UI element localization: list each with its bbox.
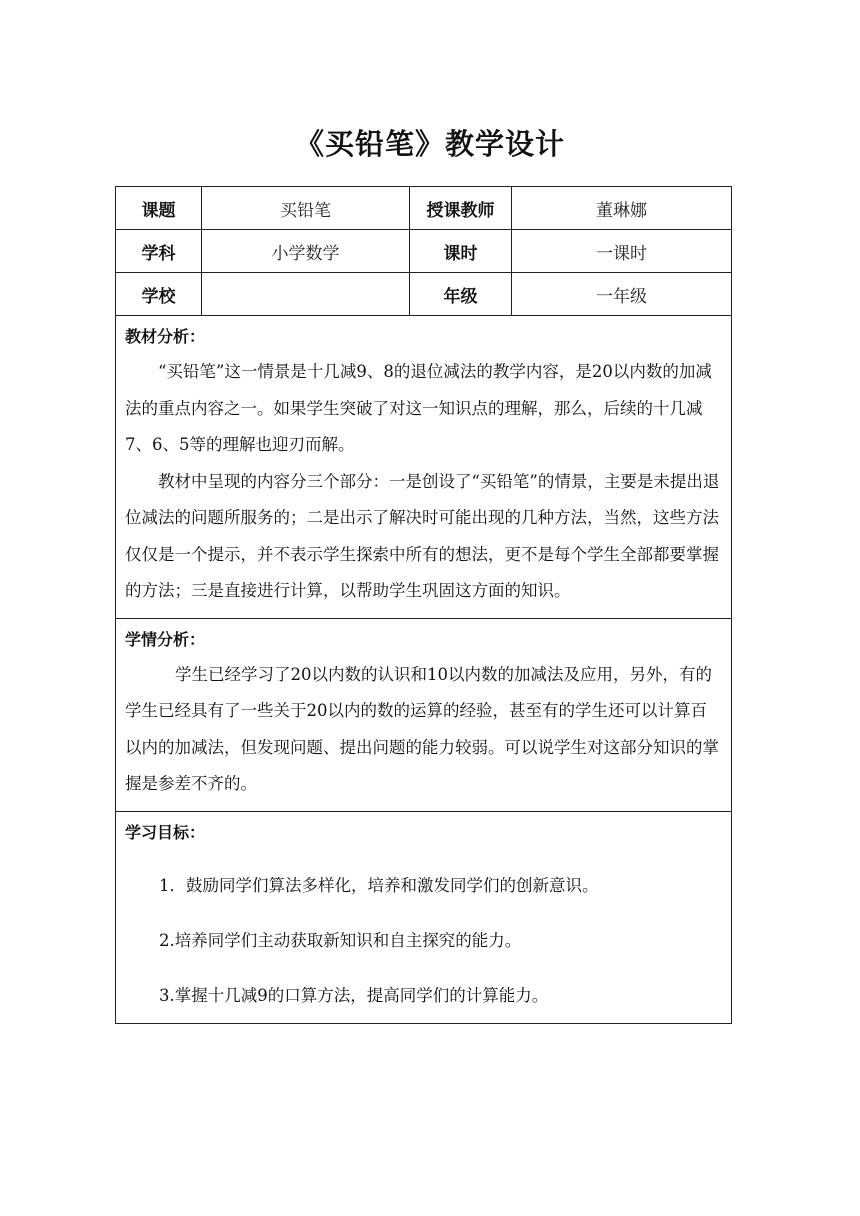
topic-value: 买铅笔 [202,187,410,230]
textbook-analysis-row [116,316,732,619]
lesson-plan-table [115,186,732,1024]
info-row-subject [116,230,732,273]
textbook-analysis-heading: 教材分析： [125,327,206,346]
textbook-analysis-section [116,316,732,619]
period-value: 一课时 [512,230,732,273]
learning-goals-list [125,850,722,1015]
grade-value: 一年级 [512,273,732,316]
school-label: 学校 [116,273,202,316]
topic-label: 课题 [116,187,202,230]
student-analysis-section [116,618,732,811]
student-analysis-heading: 学情分析： [125,629,206,649]
textbook-analysis-paragraph: “买铅笔”这一情景是十几减9、8的退位减法的教学内容，是20以内数的加减法的重点内容之一。如果学生突破了对这一知识点的理解，那么，后续的十几减7、6、5等的理解也迎刃而解。 [125,362,712,454]
teacher-value: 董琳娜 [512,187,732,230]
teacher-label: 授课教师 [410,187,512,230]
grade-label: 年级 [410,273,512,316]
period-label: 课时 [410,230,512,273]
learning-goal-item: 3.掌握十几减9的口算方法，提高同学们的计算能力。 [159,985,549,1005]
learning-goals-heading: 学习目标： [125,822,206,842]
learning-goals-section [116,811,732,1023]
student-analysis-row [116,618,732,811]
learning-goals-row [116,811,732,1023]
document-title: 《买铅笔》教学设计 [294,127,565,161]
info-row-school [116,273,732,316]
school-value [202,273,410,316]
learning-goal-item: 1．鼓励同学们算法多样化，培养和激发同学们的创新意识。 [159,875,599,895]
textbook-analysis-paragraph: 教材中呈现的内容分三个部分：一是创设了“买铅笔”的情景，主要是未提出退位减法的问题所服务的；二是出示了解决时可能出现的几种方法，当然，这些方法仅仅是一个提示，并不表示学生探索中所有的想法，更不是每个学生全部都要掌握的方法；三是直接进行计算，以帮助学生巩固这方面的知识。 [125,471,720,600]
subject-label: 学科 [116,230,202,273]
learning-goal-item: 2.培养同学们主动获取新知识和自主探究的能力。 [159,930,522,950]
info-row-topic [116,187,732,230]
student-analysis-paragraph: 学生已经学习了20以内数的认识和10以内数的加减法及应用，另外，有的学生已经具有了一些关于20以内的数的运算的经验，甚至有的学生还可以计算百以内的加减法，但发现问题、提出问题的能力较弱。可以说学生对这部分知识的掌握是参差不齐的。 [125,664,719,793]
subject-value: 小学数学 [202,230,410,273]
